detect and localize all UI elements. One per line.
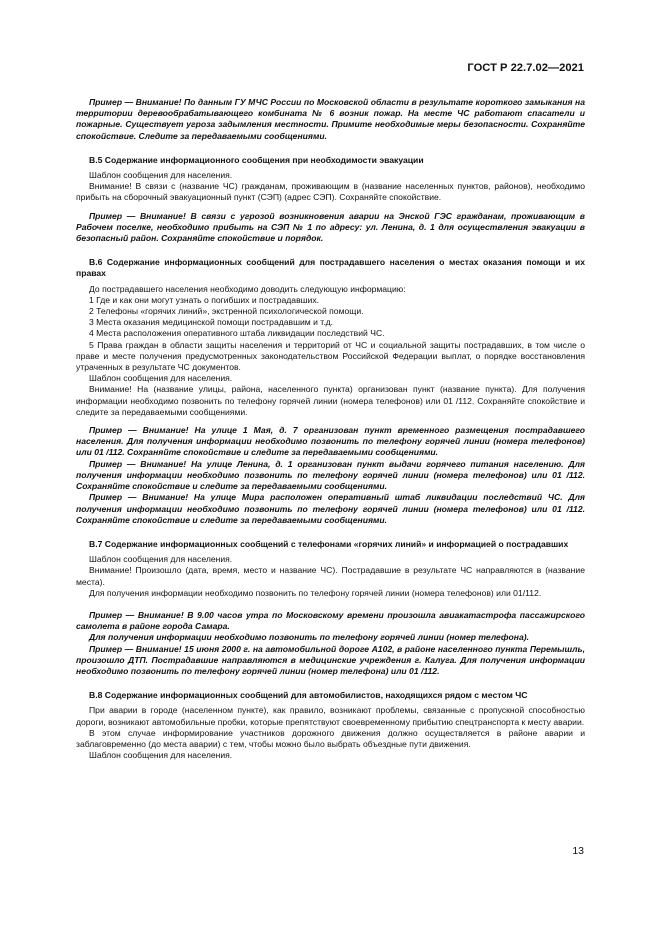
example-paragraph: Для получения информации необходимо позвонить по телефону горячей линии (номер телефона). bbox=[89, 632, 530, 643]
page-number: 13 bbox=[572, 845, 584, 857]
body-paragraph: 4 Места расположения оперативного штаба ликвидации последствий ЧС. bbox=[89, 328, 385, 339]
body-paragraph: Шаблон сообщения для населения. bbox=[89, 170, 233, 181]
example-paragraph: Пример — Внимание! В 9.00 часов утра по Московскому времени произошла авиакатастрофа пассажирского самолета в районе города Самара. bbox=[76, 609, 585, 632]
example-paragraph: Пример — Внимание! На улице Ленина, д. 1 организован пункт выдачи горячего питания населению. Для получения информации необходимо позвонить по телефону горячей линии (номера телефонов) или 01 /112. Сохраняйте спокойствие и следите за передаваемыми сообщениями. bbox=[76, 458, 585, 492]
body-paragraph: Внимание! На (название улицы, района, населенного пункта) организован пункт (название пункта). Для получения информации необходимо позвонить по телефону горячей линии (номера телефонов) или 01 /112. Сохраняйте спокойствие и следите за передаваемыми сообщениями. bbox=[76, 384, 585, 417]
body-paragraph: Для получения информации необходимо позвонить по телефону горячей линии (номера телефонов) или 01/112. bbox=[89, 587, 542, 598]
body-paragraph: 5 Права граждан в области защиты населения и территорий от ЧС и социальной защиты пострадавших, в том числе о праве и месте получения предусмотренных законодательством Российской Федерации выплат, о порядке восстановления утраченных в результате ЧС документов. bbox=[76, 339, 585, 373]
section-heading: В.6 Содержание информационных сообщений для пострадавшего населения о местах оказания помощи и их правах bbox=[76, 257, 585, 279]
body-paragraph: Шаблон сообщения для населения. bbox=[89, 554, 233, 565]
body-paragraph: Внимание! Произошло (дата, время, место и название ЧС). Пострадавшие в результате ЧС направляются в (название места). bbox=[76, 565, 585, 587]
body-paragraph: 2 Телефоны «горячих линий», экстренной психологической помощи. bbox=[89, 306, 364, 317]
example-paragraph: Пример — Внимание! На улице 1 Мая, д. 7 организован пункт временного размещения пострадавшего населения. Для получения информации необходимо позвонить по телефону горячей линии (номера телефонов) или 01 /112. Сохраняйте спокойствие и следите за передаваемыми сообщениями. bbox=[76, 425, 585, 458]
example-paragraph: Пример — Внимание! В связи с угрозой возникновения аварии на Энской ГЭС гражданам, проживающим в Рабочем поселке, необходимо прибыть на СЭП № 1 по адресу: ул. Ленина, д. 1 для осуществления эвакуации в безопасный район. Сохраняйте спокойствие и порядок. bbox=[76, 210, 585, 244]
body-paragraph: До пострадавшего населения необходимо доводить следующую информацию: bbox=[89, 283, 406, 294]
body-paragraph: Шаблон сообщения для населения. bbox=[89, 373, 233, 384]
section-heading: В.5 Содержание информационного сообщения при необходимости эвакуации bbox=[89, 154, 424, 165]
section-heading: В.8 Содержание информационных сообщений для автомобилистов, находящихся рядом с местом ЧС bbox=[89, 690, 528, 701]
body-paragraph: При аварии в городе (населенном пункте), как правило, возникают проблемы, связанные с пропускной способностью дороги, возникают автомобильные пробки, которые препятствуют своевременному прибытию спецтранспорта к месту аварии. bbox=[76, 705, 585, 727]
section-heading: В.7 Содержание информационных сообщений с телефонами «горячих линий» и информацией о пострадавших bbox=[89, 538, 569, 549]
example-paragraph: Пример — Внимание! По данным ГУ МЧС России по Московской области в результате короткого замыкания на территории деревообрабатывающего комбината № 6 возник пожар. На месте ЧС работают спасатели и пожарные. Существует угроза задымления местности. Примите необходимые меры безопасности. Сохраняйте спокойствие. Следите за передаваемыми сообщениями. bbox=[76, 97, 585, 141]
document-code: ГОСТ Р 22.7.02—2021 bbox=[467, 62, 584, 74]
example-paragraph: Пример — Внимание! На улице Мира расположен оперативный штаб ликвидации последствий ЧС. Для получения информации необходимо позвонить по телефону горячей линии (номера телефонов) или 01 /112. Сохраняйте спокойствие и следите за передаваемыми сообщениями. bbox=[76, 492, 585, 525]
body-paragraph: Шаблон сообщения для населения. bbox=[89, 750, 233, 761]
body-paragraph: 1 Где и как они могут узнать о погибших и пострадавших. bbox=[89, 294, 320, 305]
document-body bbox=[76, 97, 585, 761]
body-paragraph: Внимание! В связи с (название ЧС) гражданам, проживающим в (название населенных пунктов, районов), необходимо прибыть на сборочный эвакуационный пункт (СЭП) (адрес СЭП). Сохраняйте спокойствие. bbox=[76, 181, 585, 203]
example-paragraph: Пример — Внимание! 15 июня 2000 г. на автомобильной дороге А102, в районе населенного пункта Перемышль, произошло ДТП. Пострадавшие направляются в медицинские учреждения г. Калуга. Для получения информации необходимо позвонить по телефону горячей линии (номер телефона) или 01 /112. bbox=[76, 643, 585, 676]
body-paragraph: 3 Места оказания медицинской помощи пострадавшим и т.д. bbox=[89, 317, 334, 328]
body-paragraph: В этом случае информирование участников дорожного движения должно осуществляется в районе аварии и заблаговременно (до места аварии) с тем, чтобы можно было выбрать объездные пути движения. bbox=[76, 727, 585, 749]
